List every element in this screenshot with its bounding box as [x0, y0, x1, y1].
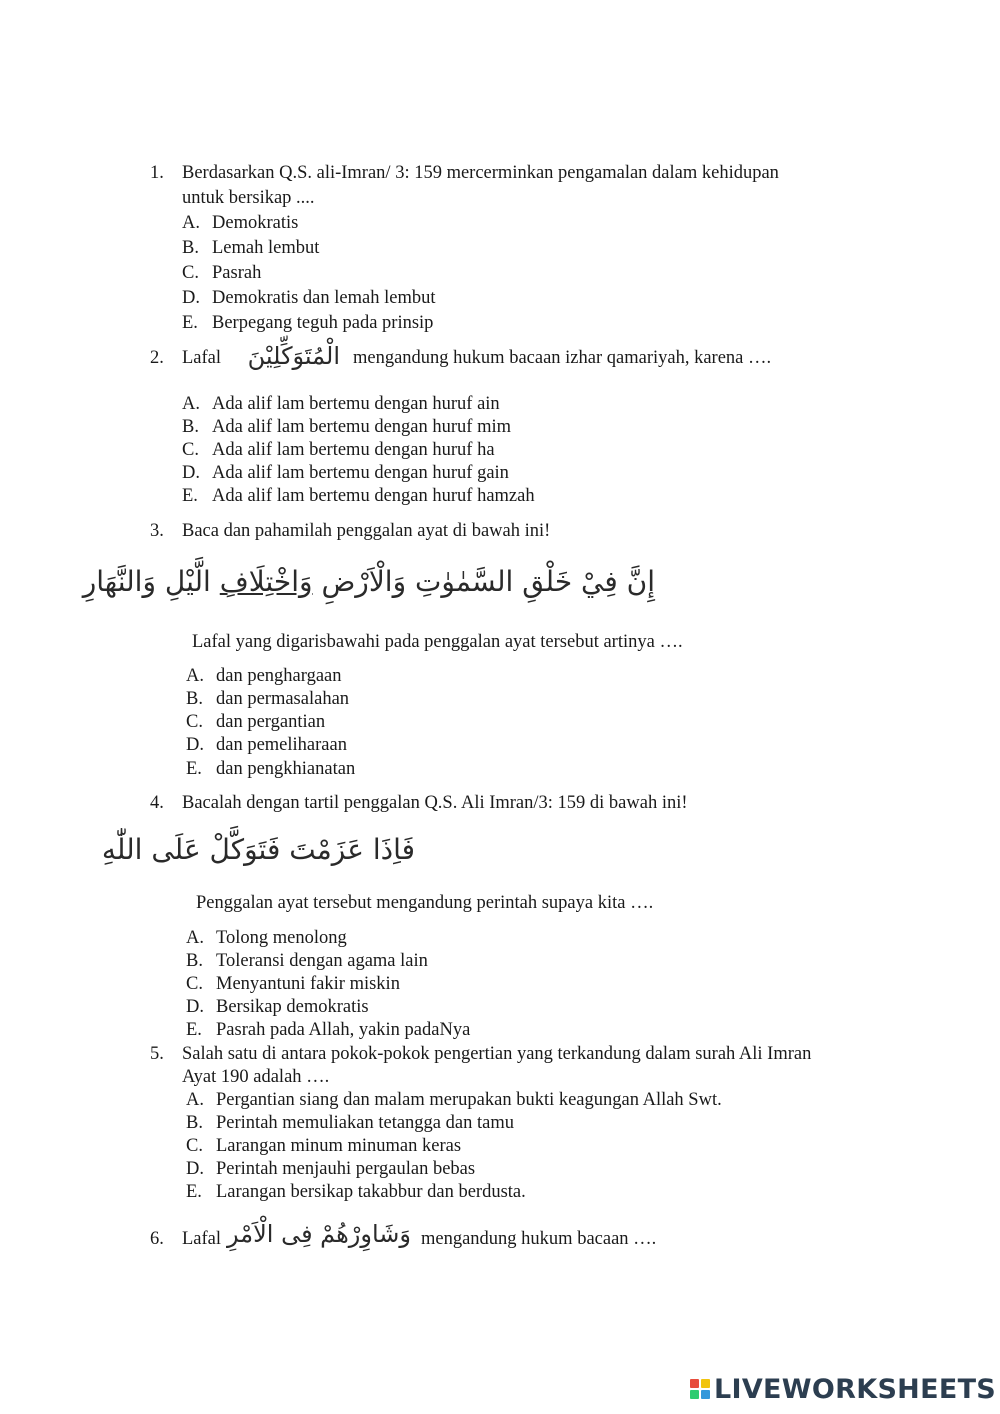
question-text: Berdasarkan Q.S. ali-Imran/ 3: 159 mercerminkan pengamalan dalam kehidupan — [182, 163, 779, 183]
option-letter: B. — [182, 417, 199, 437]
option-text: dan permasalahan — [216, 689, 350, 709]
question-text: Ayat 190 adalah …. — [182, 1067, 330, 1087]
option-text: Bersikap demokratis — [216, 997, 369, 1017]
option-text: dan pergantian — [216, 712, 326, 732]
option-text: Ada alif lam bertemu dengan huruf gain — [212, 463, 509, 483]
question-text: mengandung hukum bacaan …. — [421, 1229, 657, 1249]
option-letter: D. — [182, 463, 200, 483]
option-letter: D. — [186, 997, 204, 1017]
question-text: Baca dan pahamilah penggalan ayat di bawah ini! — [182, 521, 551, 541]
option-letter: B. — [186, 951, 203, 971]
option-letter: A. — [186, 928, 204, 948]
logo-square-yellow — [701, 1379, 710, 1388]
option-text: Demokratis — [212, 213, 299, 233]
option-text: Berpegang teguh pada prinsip — [212, 313, 434, 333]
arabic-text: الَّيْلِ وَالنَّهَارِ — [82, 565, 220, 598]
option-text: Pergantian siang dan malam merupakan bukti keagungan Allah Swt. — [216, 1090, 722, 1110]
liveworksheets-logo-icon — [690, 1379, 710, 1399]
arabic-verse — [82, 565, 655, 598]
question-text: mengandung hukum bacaan izhar qamariyah, karena …. — [353, 348, 772, 368]
logo-square-green — [690, 1390, 699, 1399]
question-text: Bacalah dengan tartil penggalan Q.S. Ali Imran/3: 159 di bawah ini! — [182, 793, 688, 813]
arabic-text: إِنَّ فِيْ خَلْقِ السَّمٰوٰتِ وَالْاَرْضِ — [312, 565, 655, 598]
option-letter: E. — [186, 1182, 202, 1202]
option-text: Perintah memuliakan tetangga dan tamu — [216, 1113, 514, 1133]
option-text: dan pemeliharaan — [216, 735, 347, 755]
option-letter: D. — [186, 735, 204, 755]
option-letter: C. — [182, 263, 199, 283]
arabic-text: الْمُتَوَكِّلِيْنَ — [247, 342, 340, 370]
option-letter: B. — [186, 689, 203, 709]
option-letter: E. — [186, 1020, 202, 1040]
option-text: Perintah menjauhi pergaulan bebas — [216, 1159, 476, 1179]
question-number: 5. — [150, 1044, 164, 1064]
logo-text: LIVEWORKSHEETS — [714, 1373, 997, 1405]
question-text: Penggalan ayat tersebut mengandung perintah supaya kita …. — [196, 893, 654, 913]
option-letter: B. — [182, 238, 199, 258]
option-letter: C. — [186, 974, 203, 994]
option-text: Ada alif lam bertemu dengan huruf ha — [212, 440, 495, 460]
option-text: Ada alif lam bertemu dengan huruf hamzah — [212, 486, 535, 506]
option-text: Ada alif lam bertemu dengan huruf mim — [212, 417, 511, 437]
option-letter: A. — [186, 666, 204, 686]
arabic-underlined-text: وَاخْتِلَافِ — [219, 565, 313, 598]
logo-square-red — [690, 1379, 699, 1388]
question-number: 2. — [150, 348, 164, 368]
option-text: Larangan bersikap takabbur dan berdusta. — [216, 1182, 526, 1202]
option-text: dan penghargaan — [216, 666, 342, 686]
option-text: Pasrah pada Allah, yakin padaNya — [216, 1020, 471, 1040]
option-text: Menyantuni fakir miskin — [216, 974, 400, 994]
option-letter: E. — [186, 759, 202, 779]
question-number: 3. — [150, 521, 164, 541]
option-text: Lemah lembut — [212, 238, 320, 258]
question-text: Lafal yang digarisbawahi pada penggalan ayat tersebut artinya …. — [192, 632, 683, 652]
option-text: Demokratis dan lemah lembut — [212, 288, 436, 308]
option-text: Tolong menolong — [216, 928, 347, 948]
option-text: Larangan minum minuman keras — [216, 1136, 462, 1156]
question-text: Salah satu di antara pokok-pokok pengertian yang terkandung dalam surah Ali Imran — [182, 1044, 812, 1064]
logo-square-blue — [701, 1390, 710, 1399]
question-number: 1. — [150, 163, 164, 183]
option-letter: E. — [182, 313, 198, 333]
option-letter: A. — [182, 213, 200, 233]
option-letter: A. — [182, 394, 200, 414]
question-number: 6. — [150, 1229, 164, 1249]
question-number: 4. — [150, 793, 164, 813]
option-letter: C. — [182, 440, 199, 460]
option-letter: D. — [182, 288, 200, 308]
option-letter: B. — [186, 1113, 203, 1133]
question-text: Lafal — [182, 1229, 222, 1249]
option-letter: E. — [182, 486, 198, 506]
option-letter: C. — [186, 1136, 203, 1156]
question-text: Lafal — [182, 348, 222, 368]
option-text: dan pengkhianatan — [216, 759, 356, 779]
option-letter: C. — [186, 712, 203, 732]
liveworksheets-logo[interactable] — [690, 1374, 996, 1404]
arabic-text: وَشَاوِرْهُمْ فِى الْاَمْرِ — [226, 1220, 411, 1248]
option-text: Ada alif lam bertemu dengan huruf ain — [212, 394, 500, 414]
arabic-text: فَاِذَا عَزَمْتَ فَتَوَكَّلْ عَلَى اللّٰهِ — [101, 833, 415, 866]
option-letter: D. — [186, 1159, 204, 1179]
option-text: Pasrah — [212, 263, 262, 283]
option-text: Toleransi dengan agama lain — [216, 951, 428, 971]
question-text: untuk bersikap .... — [182, 188, 315, 208]
option-letter: A. — [186, 1090, 204, 1110]
